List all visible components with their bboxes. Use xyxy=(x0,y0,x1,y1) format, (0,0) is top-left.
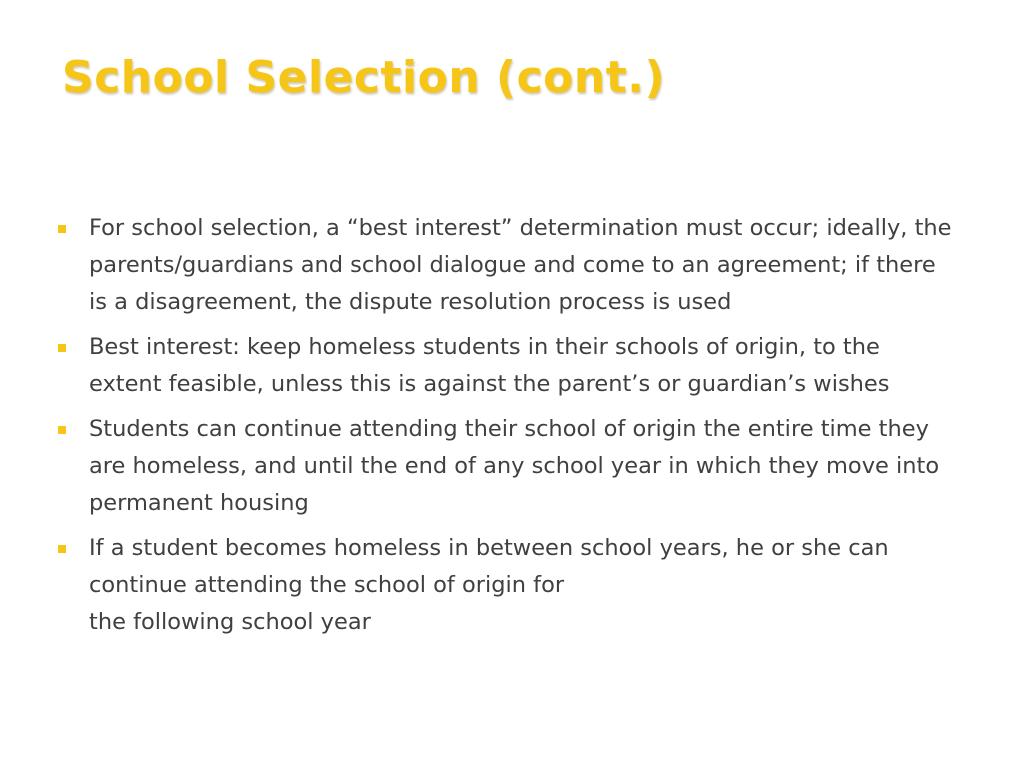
bullet-item xyxy=(58,329,958,403)
bullet-item xyxy=(58,210,958,321)
bullet-list xyxy=(58,210,958,649)
square-bullet-icon xyxy=(58,225,66,233)
bullet-text: Students can continue attending their school of origin the entire time they are homeless, and until the end of any school year in which they move into permanent housing xyxy=(89,416,940,516)
square-bullet-icon xyxy=(58,545,66,553)
bullet-text: For school selection, a “best interest” determination must occur; ideally, the parents/guardians and school dialogue and come to an agreement; if there is a disagreement, the dispute resolution process is used xyxy=(89,215,952,315)
bullet-item xyxy=(58,530,958,641)
bullet-text: Best interest: keep homeless students in their schools of origin, to the extent feasible, unless this is against the parent’s or guardian’s wishes xyxy=(89,334,890,397)
slide-title: School Selection (cont.) xyxy=(62,52,666,103)
square-bullet-icon xyxy=(58,344,66,352)
bullet-text: If a student becomes homeless in between school years, he or she can continue attending the school of origin for the following school year xyxy=(89,535,889,635)
square-bullet-icon xyxy=(58,426,66,434)
bullet-item xyxy=(58,411,958,522)
